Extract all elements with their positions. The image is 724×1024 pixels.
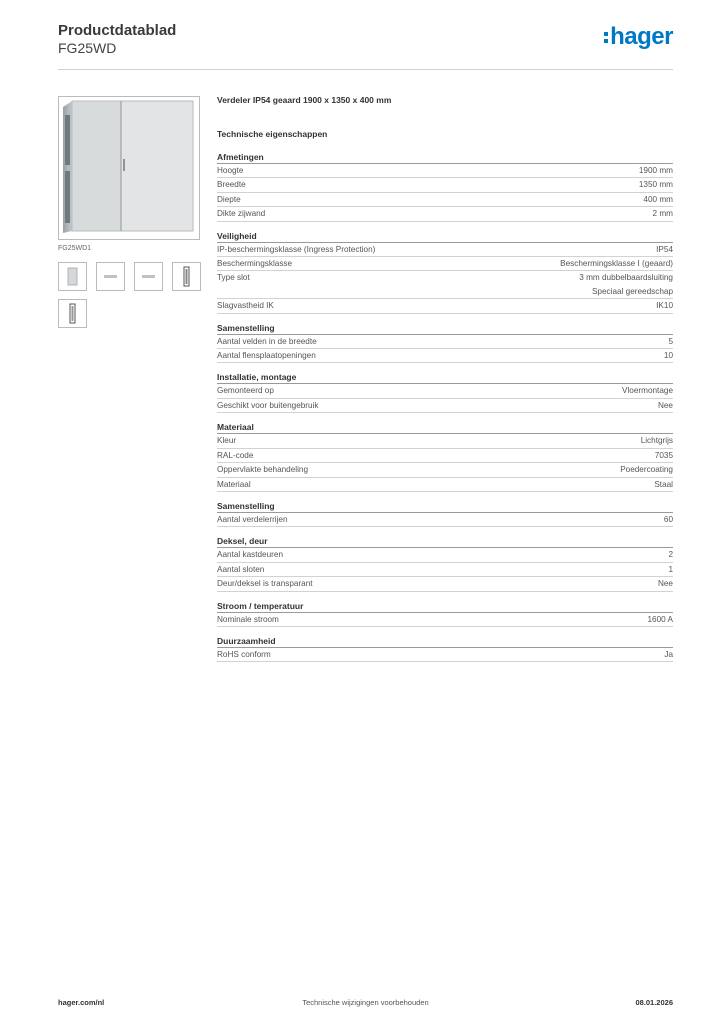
spec-value: [622, 384, 673, 397]
spec-value-text: 10: [663, 351, 673, 361]
spec-label: RAL-code: [217, 450, 254, 460]
cabinet-front-icon: [59, 263, 86, 290]
spec-value: [658, 399, 673, 412]
cabinet-bottom-icon: [135, 263, 162, 290]
section-heading: Deksel, deur: [217, 534, 673, 548]
spec-value-text: 60: [663, 514, 673, 524]
footer-date: 08.01.2026: [635, 998, 673, 1007]
spec-section: [217, 370, 673, 413]
spec-value: [658, 577, 673, 590]
spec-value: [648, 613, 674, 626]
logo-text: hager: [610, 23, 673, 50]
spec-section: [217, 499, 673, 527]
spec-value: [641, 434, 673, 447]
spec-value-text: IP54: [656, 244, 673, 254]
spec-value: [668, 335, 673, 348]
spec-value-text: 400 mm: [643, 194, 673, 204]
product-title: Verdeler IP54 geaard 1900 x 1350 x 400 mm: [217, 95, 392, 105]
thumbnail-bottom-view[interactable]: [134, 262, 163, 291]
spec-label: Aantal verdelerrijen: [217, 514, 288, 524]
spec-value: [664, 513, 673, 526]
spec-row: [217, 513, 673, 527]
section-heading: Veiligheid: [217, 229, 673, 243]
spec-value-text: 2 mm: [652, 209, 673, 219]
spec-section: [217, 420, 673, 492]
spec-value-text: 2: [668, 550, 673, 560]
spec-value-text: 1600 A: [647, 614, 673, 624]
spec-row: [217, 548, 673, 562]
spec-label: RoHS conform: [217, 649, 271, 659]
image-caption: FG25WD1: [58, 245, 92, 252]
spec-label: Geschikt voor buitengebruik: [217, 400, 319, 410]
product-code: FG25WD: [58, 40, 117, 56]
spec-label: Aantal velden in de breedte: [217, 336, 317, 346]
spec-value-text: 1350 mm: [638, 180, 673, 190]
spec-label: Aantal kastdeuren: [217, 550, 283, 560]
spec-section: [217, 150, 673, 222]
spec-section: [217, 229, 673, 314]
spec-row: [217, 335, 673, 349]
section-heading: Afmetingen: [217, 150, 673, 164]
spec-value-text: 7035: [654, 450, 673, 460]
spec-label: Slagvastheid IK: [217, 301, 274, 311]
spec-value: [655, 449, 673, 462]
spec-label: Aantal sloten: [217, 564, 265, 574]
spec-value-text: Nee: [657, 400, 673, 410]
spec-row: [217, 478, 673, 492]
spec-row: [217, 563, 673, 577]
spec-value-text: 3 mm dubbelbaardsluiting: [579, 273, 673, 283]
spec-label: Dikte zijwand: [217, 209, 266, 219]
spec-label: Type slot: [217, 273, 250, 283]
spec-value-text: Vloermontage: [622, 386, 673, 396]
spec-value-text: 1900 mm: [638, 166, 673, 175]
spec-row: [217, 384, 673, 398]
page-header: [58, 22, 673, 68]
spec-value: [668, 563, 673, 576]
spec-value-text: Staal: [654, 479, 673, 489]
cabinet-door-icon: [59, 300, 86, 327]
spec-label: Hoogte: [217, 166, 244, 175]
thumbnail-door-view[interactable]: [58, 299, 87, 328]
spec-label: Oppervlakte behandeling: [217, 465, 309, 475]
spec-label: Kleur: [217, 436, 237, 446]
spec-value: [560, 257, 673, 270]
spec-value: [653, 207, 673, 220]
spec-label: Aantal flensplaatopeningen: [217, 351, 316, 361]
spec-value-text: 1: [668, 564, 673, 574]
spec-row: [217, 271, 673, 299]
section-heading: Materiaal: [217, 420, 673, 434]
section-heading: Samenstelling: [217, 321, 673, 335]
spec-value: [664, 648, 673, 661]
spec-row: [217, 207, 673, 221]
spec-label: IP-beschermingsklasse (Ingress Protection): [217, 244, 376, 254]
technical-properties-heading: Technische eigenschappen: [217, 129, 328, 139]
spec-row: [217, 164, 673, 178]
spec-value: [620, 463, 673, 476]
header-divider: [58, 69, 673, 70]
spec-value-text: Lichtgrijs: [640, 436, 673, 446]
spec-value: [664, 349, 673, 362]
spec-label: Nominale stroom: [217, 614, 279, 624]
section-heading: Installatie, montage: [217, 370, 673, 384]
footer-website: hager.com/nl: [58, 998, 105, 1007]
spec-row: [217, 577, 673, 591]
spec-sections: [217, 150, 673, 662]
spec-value-text: IK10: [656, 301, 673, 311]
cabinet-side-icon: [173, 263, 200, 290]
section-heading: Stroom / temperatuur: [217, 599, 673, 613]
spec-value-text: 5: [668, 336, 673, 346]
spec-label: Gemonteerd op: [217, 386, 274, 396]
spec-row: [217, 243, 673, 257]
product-image: [58, 96, 200, 240]
spec-row: [217, 399, 673, 413]
spec-value: [654, 478, 673, 491]
footer-disclaimer: Technische wijzigingen voorbehouden: [302, 998, 429, 1007]
spec-label: Deur/deksel is transparant: [217, 579, 313, 589]
spec-label: Beschermingsklasse: [217, 259, 293, 269]
thumbnail-top-view[interactable]: [96, 262, 125, 291]
spec-value: [639, 164, 673, 177]
spec-value: [668, 548, 673, 561]
spec-value-text: Beschermingsklasse I (geaard): [560, 259, 673, 269]
spec-row: [217, 257, 673, 271]
hager-logo: [604, 24, 673, 50]
spec-row: [217, 193, 673, 207]
spec-value: [656, 243, 673, 256]
section-heading: Duurzaamheid: [217, 634, 673, 648]
document-title: Productdatablad: [58, 22, 177, 39]
section-heading: Samenstelling: [217, 499, 673, 513]
spec-row: [217, 613, 673, 627]
spec-label: Diepte: [217, 194, 241, 204]
spec-label: Materiaal: [217, 479, 251, 489]
spec-section: [217, 599, 673, 627]
spec-label: Breedte: [217, 180, 246, 190]
spec-section: [217, 534, 673, 591]
spec-value: [639, 178, 673, 191]
spec-row: [217, 449, 673, 463]
spec-value: [643, 193, 673, 206]
spec-row: [217, 463, 673, 477]
page-footer: [58, 998, 673, 1012]
cabinet-illustration: [59, 97, 199, 239]
spec-value: [656, 299, 673, 312]
cabinet-top-icon: [97, 263, 124, 290]
spec-row: [217, 349, 673, 363]
spec-row: [217, 648, 673, 662]
product-specifications: [217, 95, 673, 669]
thumbnail-side-view[interactable]: [172, 262, 201, 291]
spec-section: [217, 321, 673, 364]
spec-row: [217, 299, 673, 313]
logo-colon-mark: [604, 30, 608, 44]
spec-value: [579, 271, 673, 298]
spec-value-text: Poedercoating: [620, 465, 673, 475]
spec-value-text: Ja: [664, 649, 673, 659]
thumbnail-front-view[interactable]: [58, 262, 87, 291]
spec-value-text: Nee: [657, 579, 673, 589]
spec-row: [217, 178, 673, 192]
spec-section: [217, 634, 673, 662]
spec-value-text-secondary: Speciaal gereedschap: [591, 286, 673, 296]
spec-row: [217, 434, 673, 448]
